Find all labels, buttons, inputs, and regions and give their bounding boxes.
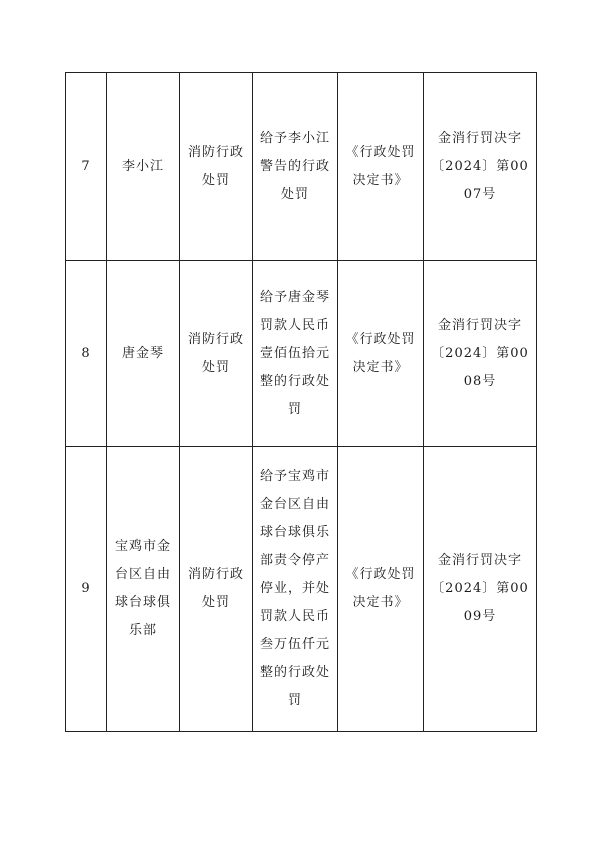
party-name: 唐金琴 (121, 345, 164, 361)
table-row (66, 447, 537, 732)
penalty-content: 给予唐金琴罚款人民币壹佰伍拾元整的行政处罚 (259, 289, 330, 417)
row-number-cell (66, 73, 107, 261)
penalty-content-cell (253, 73, 338, 261)
penalty-content-cell (253, 447, 338, 732)
row-number: 9 (81, 581, 91, 596)
penalty-type-cell (180, 261, 253, 447)
penalty-type: 消防行政处罚 (187, 567, 244, 610)
decision-number-cell (424, 261, 537, 447)
row-number: 7 (81, 158, 91, 174)
decision-number: 金消行罚决字〔2024〕第0009号 (431, 553, 529, 624)
penalty-content: 给予李小江警告的行政处罚 (259, 130, 330, 202)
penalty-basis-cell (338, 261, 424, 447)
row-number-cell (66, 447, 107, 732)
penalty-basis-cell (338, 73, 424, 261)
penalty-type-cell (180, 447, 253, 732)
penalty-content: 给予宝鸡市金台区自由球台球俱乐部责令停产停业，并处罚款人民币叁万伍仟元整的行政处罚 (259, 469, 330, 708)
decision-number-cell (424, 447, 537, 732)
penalty-basis: 《行政处罚决定书》 (345, 144, 416, 188)
table-row (66, 261, 537, 447)
penalty-basis-cell (338, 447, 424, 732)
decision-number: 金消行罚决字〔2024〕第0007号 (431, 130, 529, 202)
row-number: 8 (81, 345, 91, 361)
party-name-cell (107, 73, 180, 261)
party-name-cell (107, 447, 180, 732)
penalty-basis: 《行政处罚决定书》 (345, 567, 416, 610)
penalty-type: 消防行政处罚 (187, 144, 244, 188)
penalty-basis: 《行政处罚决定书》 (345, 331, 416, 375)
decision-number-cell (424, 73, 537, 261)
party-name: 李小江 (121, 158, 164, 174)
decision-number: 金消行罚决字〔2024〕第0008号 (431, 317, 529, 389)
penalty-type-cell (180, 73, 253, 261)
row-number-cell (66, 261, 107, 447)
party-name: 宝鸡市金台区自由球台球俱乐部 (114, 539, 171, 638)
penalty-content-cell (253, 261, 338, 447)
table-row (66, 73, 537, 261)
penalty-record-table (65, 72, 537, 732)
party-name-cell (107, 261, 180, 447)
penalty-type: 消防行政处罚 (187, 331, 244, 375)
